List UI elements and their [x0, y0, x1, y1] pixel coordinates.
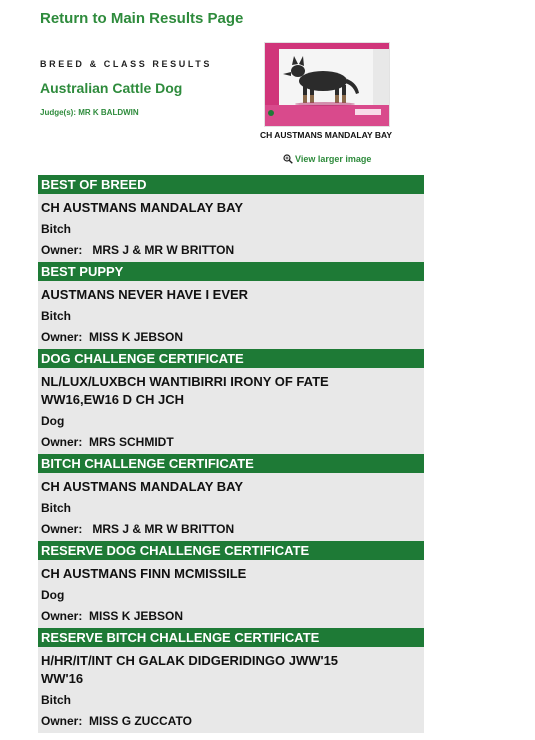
dog-name: [41, 650, 421, 692]
judge-line: Judge(s): MR K BALDWIN: [40, 108, 139, 117]
dog-name: CH AUSTMANS MANDALAY BAY: [41, 479, 244, 494]
dog-name-line1: H/HR/IT/INT CH GALAK DIDGERIDINGO JWW'15: [41, 653, 339, 668]
dog-sex: Bitch: [41, 222, 71, 236]
dog-name: CH AUSTMANS FINN MCMISSILE: [41, 566, 247, 581]
dog-sex: Bitch: [41, 309, 71, 323]
owner-name: MRS SCHMIDT: [89, 435, 174, 449]
award-title: DOG CHALLENGE CERTIFICATE: [38, 349, 424, 368]
owner-row: [41, 713, 421, 731]
award-title: BITCH CHALLENGE CERTIFICATE: [38, 454, 424, 473]
section-caption: BREED & CLASS RESULTS: [40, 59, 212, 69]
owner-label: Owner:: [41, 609, 83, 623]
owner-row: [41, 521, 421, 539]
owner-name: MISS K JEBSON: [89, 330, 184, 344]
award-title: BEST OF BREED: [38, 175, 424, 194]
return-to-results-link[interactable]: Return to Main Results Page: [40, 10, 244, 27]
owner-name: MRS J & MR W BRITTON: [92, 243, 235, 257]
owner-row: [41, 608, 421, 626]
dog-sex: Dog: [41, 588, 65, 602]
owner-label: Owner:: [41, 714, 83, 728]
dog-name: AUSTMANS NEVER HAVE I EVER: [41, 287, 249, 302]
owner-row: [41, 329, 421, 347]
dog-photo[interactable]: [264, 42, 390, 127]
owner-label: Owner:: [41, 522, 83, 536]
dog-name-line1: NL/LUX/LUXBCH WANTIBIRRI IRONY OF FATE: [41, 374, 329, 389]
magnifier-icon: [283, 154, 293, 164]
dog-name-line2: WW16,EW16 D CH JCH: [41, 392, 185, 407]
owner-label: Owner:: [41, 330, 83, 344]
award-title: BEST PUPPY: [38, 262, 424, 281]
dog-sex: Dog: [41, 414, 65, 428]
award-block-best-puppy: [38, 262, 424, 349]
owner-name: MISS K JEBSON: [89, 609, 184, 623]
award-block-bitch-cc: [38, 454, 424, 541]
dog-photo-image: [265, 43, 389, 126]
results-list: [38, 175, 424, 733]
owner-name: MRS J & MR W BRITTON: [92, 522, 235, 536]
award-block-reserve-bitch-cc: [38, 628, 424, 733]
breed-title: Australian Cattle Dog: [40, 80, 183, 96]
dog-name: CH AUSTMANS MANDALAY BAY: [41, 200, 244, 215]
owner-row: [41, 434, 421, 452]
award-block-dog-cc: [38, 349, 424, 454]
photo-caption: CH AUSTMANS MANDALAY BAY: [259, 130, 393, 140]
owner-row: [41, 242, 421, 260]
view-larger-label: View larger image: [295, 154, 372, 164]
view-larger-image-link[interactable]: [283, 154, 371, 164]
dog-name-line2: WW'16: [41, 671, 84, 686]
award-block-reserve-dog-cc: [38, 541, 424, 628]
award-title: RESERVE BITCH CHALLENGE CERTIFICATE: [38, 628, 424, 647]
dog-sex: Bitch: [41, 693, 71, 707]
dog-name: [41, 371, 421, 413]
award-title: RESERVE DOG CHALLENGE CERTIFICATE: [38, 541, 424, 560]
owner-name: MISS G ZUCCATO: [89, 714, 192, 728]
award-block-best-of-breed: [38, 175, 424, 262]
owner-label: Owner:: [41, 243, 83, 257]
owner-label: Owner:: [41, 435, 83, 449]
dog-sex: Bitch: [41, 501, 71, 515]
